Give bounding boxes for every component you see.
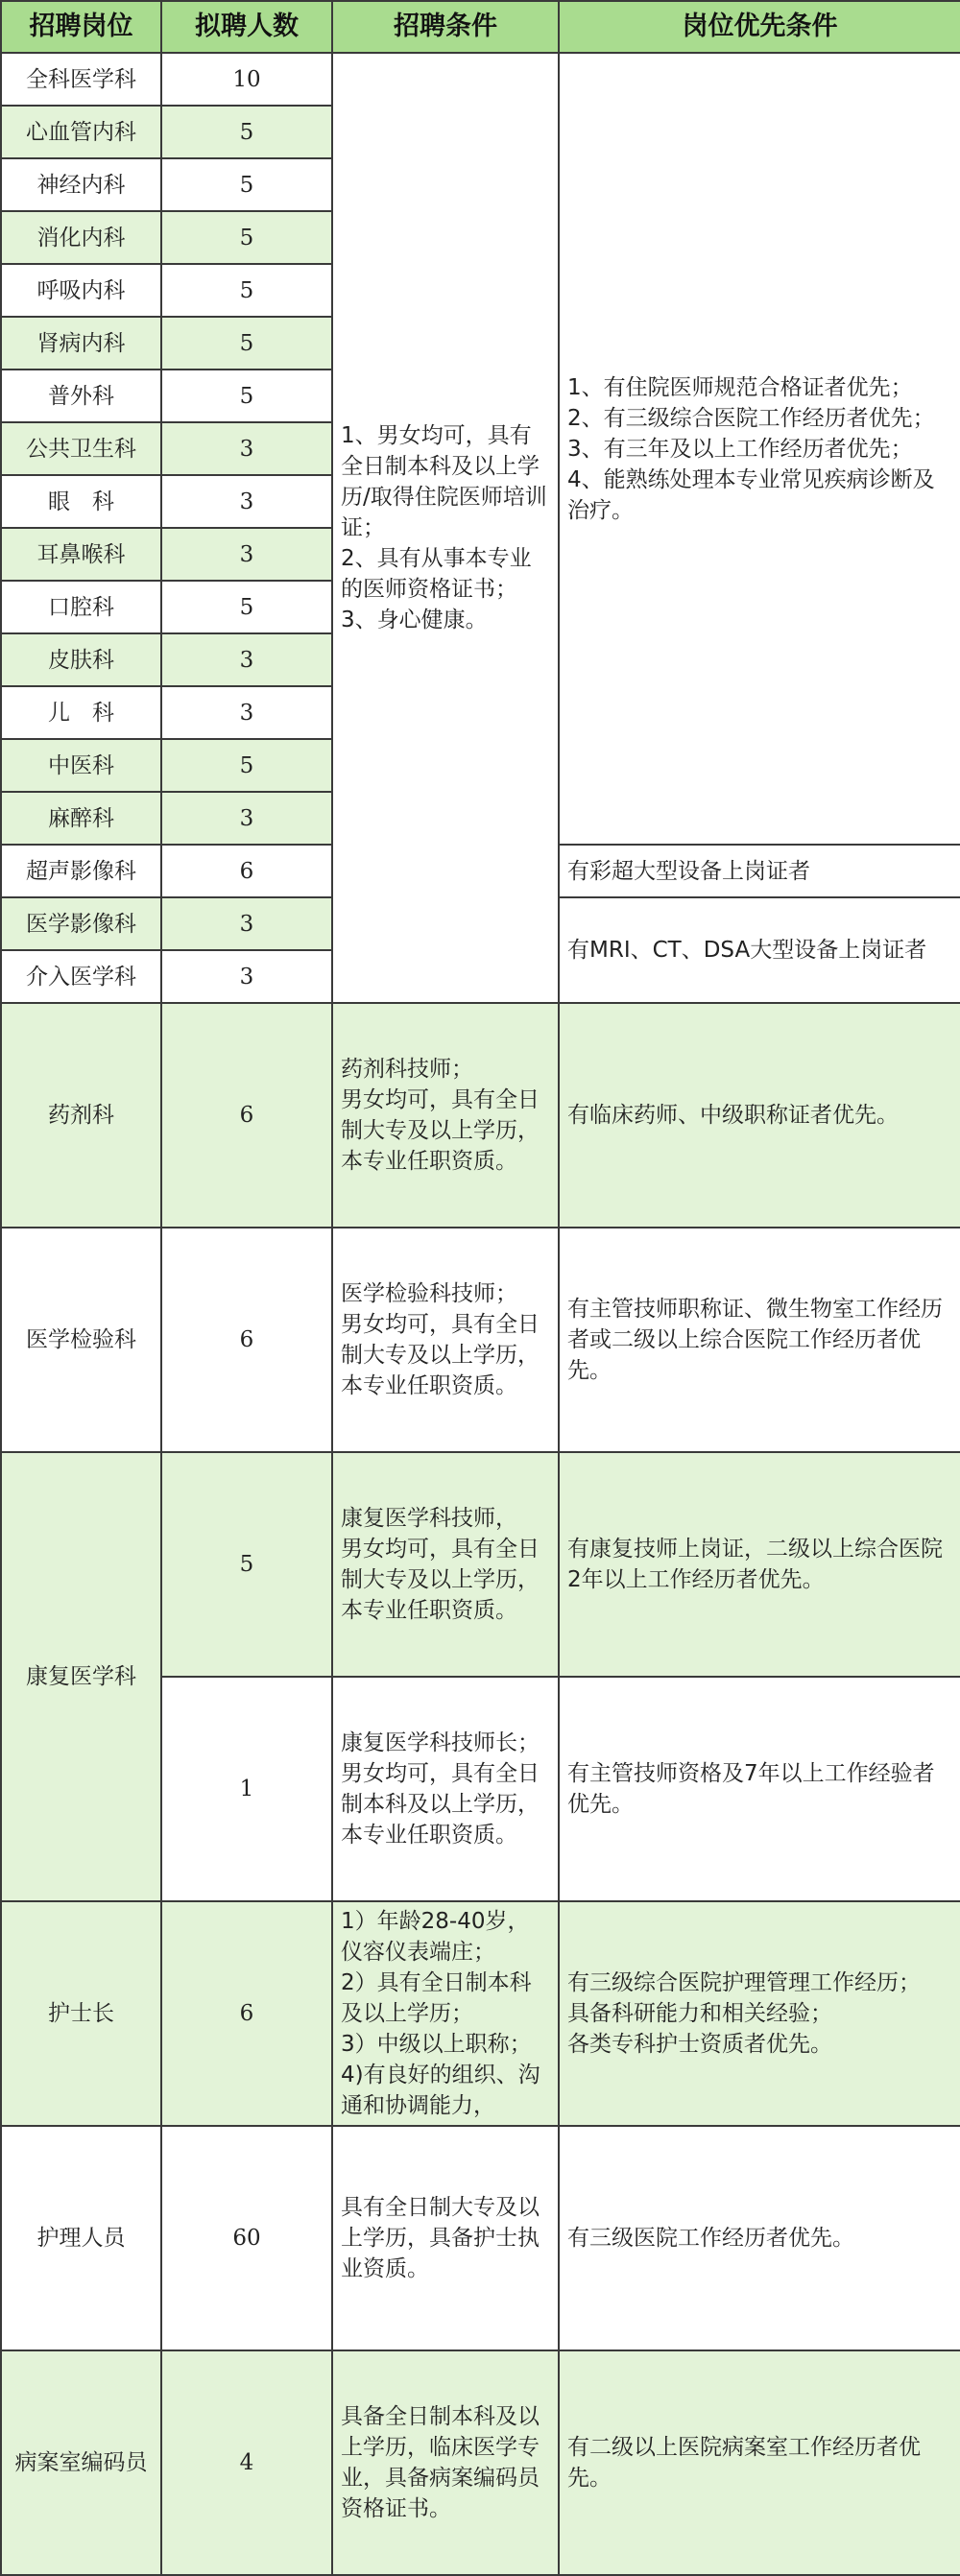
count-cell: 6: [161, 845, 332, 897]
header-row: [1, 1, 960, 53]
count-cell: 5: [161, 581, 332, 633]
post-cell: 公共卫生科: [1, 422, 161, 475]
post-cell: 病案室编码员: [1, 2350, 161, 2575]
count-cell: 5: [161, 158, 332, 211]
count-cell: 3: [161, 422, 332, 475]
post-cell: 医学检验科: [1, 1228, 161, 1452]
condition-cell: 1）年龄28-40岁，仪容仪表端庄； 2）具有全日制本科及以上学历； 3）中级以上职称； 4)有良好的组织、沟通和协调能力，: [332, 1901, 559, 2126]
count-cell: 3: [161, 950, 332, 1003]
post-cell: 口腔科: [1, 581, 161, 633]
priority-cell: 有三级综合医院护理管理工作经历； 具备科研能力和相关经验； 各类专科护士资质者优先。: [559, 1901, 960, 2126]
post-cell: 儿 科: [1, 686, 161, 739]
table-row: [1, 1228, 960, 1452]
ultrasound-priority-cell: 有彩超大型设备上岗证者: [559, 845, 960, 897]
table-row: [1, 1901, 960, 2126]
imaging-priority-cell: 有MRI、CT、DSA大型设备上岗证者: [559, 897, 960, 1003]
post-cell: 麻醉科: [1, 792, 161, 845]
count-cell: 3: [161, 686, 332, 739]
post-cell: 肾病内科: [1, 317, 161, 370]
post-cell: 心血管内科: [1, 106, 161, 158]
count-cell: 3: [161, 528, 332, 581]
priority-cell: 有二级以上医院病案室工作经历者优先。: [559, 2350, 960, 2575]
post-cell: 药剂科: [1, 1003, 161, 1228]
count-cell: 5: [161, 106, 332, 158]
post-cell: 皮肤科: [1, 633, 161, 686]
clinical-condition-cell: 1、男女均可，具有全日制本科及以上学历/取得住院医师培训证； 2、具有从事本专业的医师资格证书； 3、身心健康。: [332, 53, 559, 1003]
count-cell: 3: [161, 633, 332, 686]
condition-cell: 康复医学科技师长； 男女均可，具有全日制本科及以上学历，本专业任职资质。: [332, 1677, 559, 1901]
post-cell: 康复医学科: [1, 1452, 161, 1901]
post-cell: 眼 科: [1, 475, 161, 528]
count-cell: 1: [161, 1677, 332, 1901]
post-cell: 呼吸内科: [1, 264, 161, 317]
post-cell: 护理人员: [1, 2126, 161, 2350]
count-cell: 10: [161, 53, 332, 106]
count-cell: 5: [161, 264, 332, 317]
header-priority: 岗位优先条件: [559, 1, 960, 53]
condition-cell: 康复医学科技师， 男女均可，具有全日制大专及以上学历，本专业任职资质。: [332, 1452, 559, 1677]
header-post: 招聘岗位: [1, 1, 161, 53]
count-cell: 5: [161, 739, 332, 792]
post-cell: 耳鼻喉科: [1, 528, 161, 581]
post-cell: 神经内科: [1, 158, 161, 211]
count-cell: 3: [161, 792, 332, 845]
count-cell: 60: [161, 2126, 332, 2350]
post-cell: 中医科: [1, 739, 161, 792]
condition-cell: 药剂科技师； 男女均可，具有全日制大专及以上学历，本专业任职资质。: [332, 1003, 559, 1228]
count-cell: 5: [161, 370, 332, 422]
count-cell: 5: [161, 211, 332, 264]
post-cell: 超声影像科: [1, 845, 161, 897]
priority-cell: 有临床药师、中级职称证者优先。: [559, 1003, 960, 1228]
count-cell: 6: [161, 1003, 332, 1228]
table-row: [1, 2350, 960, 2575]
condition-cell: 医学检验科技师； 男女均可，具有全日制大专及以上学历，本专业任职资质。: [332, 1228, 559, 1452]
post-cell: 普外科: [1, 370, 161, 422]
priority-cell: 有康复技师上岗证，二级以上综合医院2年以上工作经历者优先。: [559, 1452, 960, 1677]
table-row: [1, 1452, 960, 1677]
priority-cell: 有主管技师职称证、微生物室工作经历者或二级以上综合医院工作经历者优先。: [559, 1228, 960, 1452]
post-cell: 护士长: [1, 1901, 161, 2126]
post-cell: 消化内科: [1, 211, 161, 264]
header-condition: 招聘条件: [332, 1, 559, 53]
count-cell: 5: [161, 1452, 332, 1677]
post-cell: 医学影像科: [1, 897, 161, 950]
clinical-priority-cell: 1、有住院医师规范合格证者优先； 2、有三级综合医院工作经历者优先； 3、有三年及以上工作经历者优先； 4、能熟练处理本专业常见疾病诊断及治疗。: [559, 53, 960, 845]
condition-cell: 具备全日制本科及以上学历，临床医学专业，具备病案编码员资格证书。: [332, 2350, 559, 2575]
count-cell: 6: [161, 1901, 332, 2126]
table-row: [1, 2126, 960, 2350]
count-cell: 3: [161, 897, 332, 950]
header-count: 拟聘人数: [161, 1, 332, 53]
count-cell: 3: [161, 475, 332, 528]
count-cell: 5: [161, 317, 332, 370]
post-cell: 全科医学科: [1, 53, 161, 106]
table-row: [1, 1003, 960, 1228]
condition-cell: 具有全日制大专及以上学历，具备护士执业资质。: [332, 2126, 559, 2350]
priority-cell: 有主管技师资格及7年以上工作经验者优先。: [559, 1677, 960, 1901]
post-cell: 介入医学科: [1, 950, 161, 1003]
table-row: [1, 53, 960, 106]
count-cell: 4: [161, 2350, 332, 2575]
count-cell: 6: [161, 1228, 332, 1452]
priority-cell: 有三级医院工作经历者优先。: [559, 2126, 960, 2350]
